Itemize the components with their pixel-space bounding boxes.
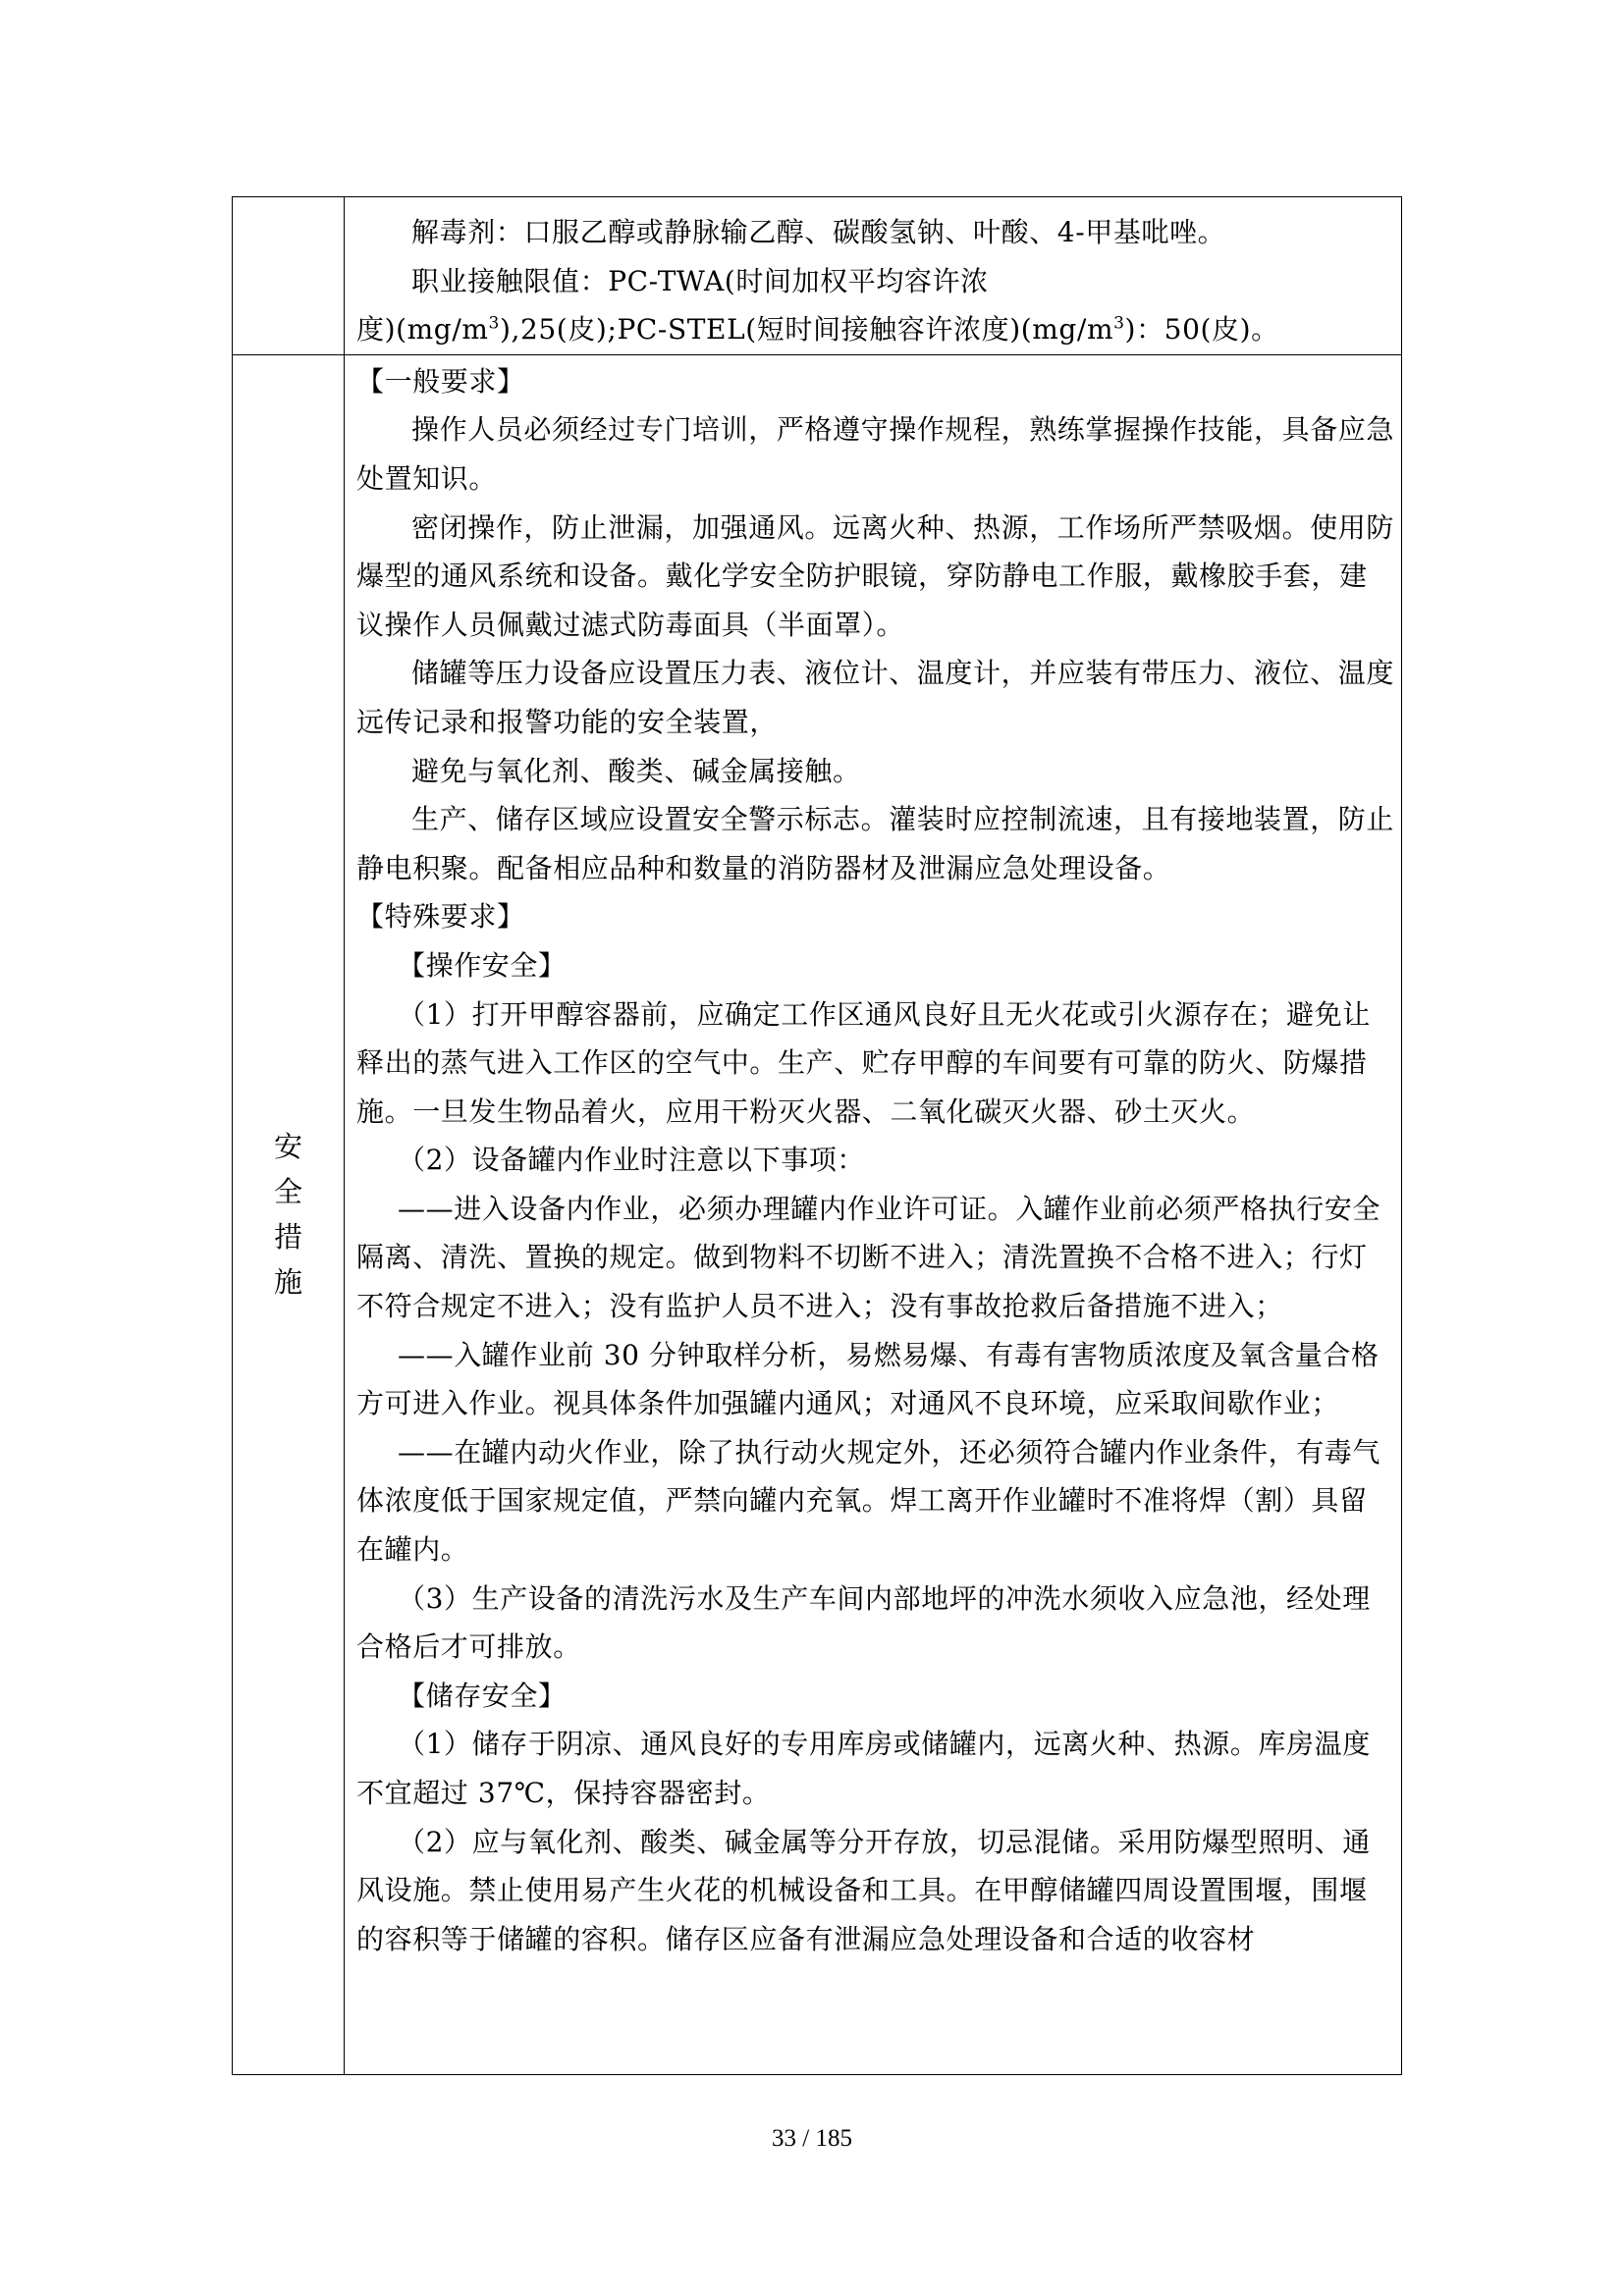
table-row-antidote [233,197,1402,355]
storage-paragraph: （2）应与氧化剂、酸类、碱金属等分开存放，切忌混储。采用防爆型照明、通风设施。禁止使用易产生火花的机械设备和工具。在甲醇储罐四周设置围堰，围堰的容积等于储罐的容积。储存区应备有泄漏应急处理设备和合适的收容材 [356,1825,1371,1955]
operation-paragraph: ——进入设备内作业，必须办理罐内作业许可证。入罐作业前必须严格执行安全隔离、清洗、置换的规定。做到物料不切断不进入；清洗置换不合格不进入；行灯不符合规定不进入；没有监护人员不进入；没有事故抢救后备措施不进入； [356,1192,1381,1323]
operation-safety-heading: 【操作安全】 [398,948,567,982]
operation-paragraph: （2）设备罐内作业时注意以下事项： [398,1144,866,1177]
general-requirements-heading: 【一般要求】 [356,364,525,398]
oel-text-line2: 度)$(mg/m^3),25$(皮);PC-STEL(短时间接触容许浓度)$(mg/m^3)$：50(皮)。 [356,313,1279,347]
storage-safety-heading: 【储存安全】 [398,1679,567,1712]
operation-paragraph: （1）打开甲醇容器前，应确定工作区通风良好且无火花或引火源存在；避免让释出的蒸气进入工作区的空气中。生产、贮存甲醇的车间要有可靠的防火、防爆措施。一旦发生物品着火，应用干粉灭火器、二氧化碳灭火器、砂土灭火。 [356,997,1371,1128]
page-number: 33 / 185 [772,2125,852,2152]
safety-measures-label-cell [233,354,345,2074]
operation-paragraph: ——入罐作业前 30 分钟取样分析，易燃易爆、有毒有害物质浓度及氧含量合格方可进入作业。视具体条件加强罐内通风；对通风不良环境，应采取间歇作业； [356,1338,1380,1420]
operation-paragraph: （3）生产设备的清洗污水及生产车间内部地坪的冲洗水须收入应急池，经处理合格后才可排放。 [356,1581,1371,1664]
general-paragraph: 储罐等压力设备应设置压力表、液位计、温度计，并应装有带压力、液位、温度远传记录和报警功能的安全装置， [356,657,1395,738]
safety-measures-content-cell [345,354,1402,2074]
row-content-cell [345,197,1402,355]
general-paragraph: 避免与氧化剂、酸类、碱金属接触。 [411,754,861,787]
general-paragraph: 生产、储存区域应设置安全警示标志。灌装时应控制流速，且有接地装置，防止静电积聚。配备相应品种和数量的消防器材及泄漏应急处理设备。 [356,803,1395,884]
antidote-text: 解毒剂：口服乙醇或静脉输乙醇、碳酸氢钠、叶酸、4-甲基吡唑。 [411,216,1226,248]
general-paragraph: 操作人员必须经过专门培训，严格遵守操作规程，熟练掌握操作技能，具备应急处置知识。 [356,413,1395,495]
table-row-safety-measures [233,354,1402,2074]
storage-paragraph: （1）储存于阴凉、通风良好的专用库房或储罐内，远离火种、热源。库房温度不宜超过 37℃，保持容器密封。 [356,1728,1371,1809]
row-label-cell [233,197,345,355]
document-table [232,196,1402,2075]
oel-text-line1: 职业接触限值：PC-TWA(时间加权平均容许浓 [411,264,989,297]
general-paragraph: 密闭操作，防止泄漏，加强通风。远离火种、热源，工作场所严禁吸烟。使用防爆型的通风系统和设备。戴化学安全防护眼镜，穿防静电工作服，戴橡胶手套，建议操作人员佩戴过滤式防毒面具（半面罩）。 [356,510,1395,641]
operation-paragraph: ——在罐内动火作业，除了执行动火规定外，还必须符合罐内作业条件，有毒气体浓度低于国家规定值，严禁向罐内充氧。焊工离开作业罐时不准将焊（割）具留在罐内。 [356,1435,1381,1567]
special-requirements-heading: 【特殊要求】 [356,900,525,934]
safety-measures-label: 安全措施 [273,1130,302,1300]
